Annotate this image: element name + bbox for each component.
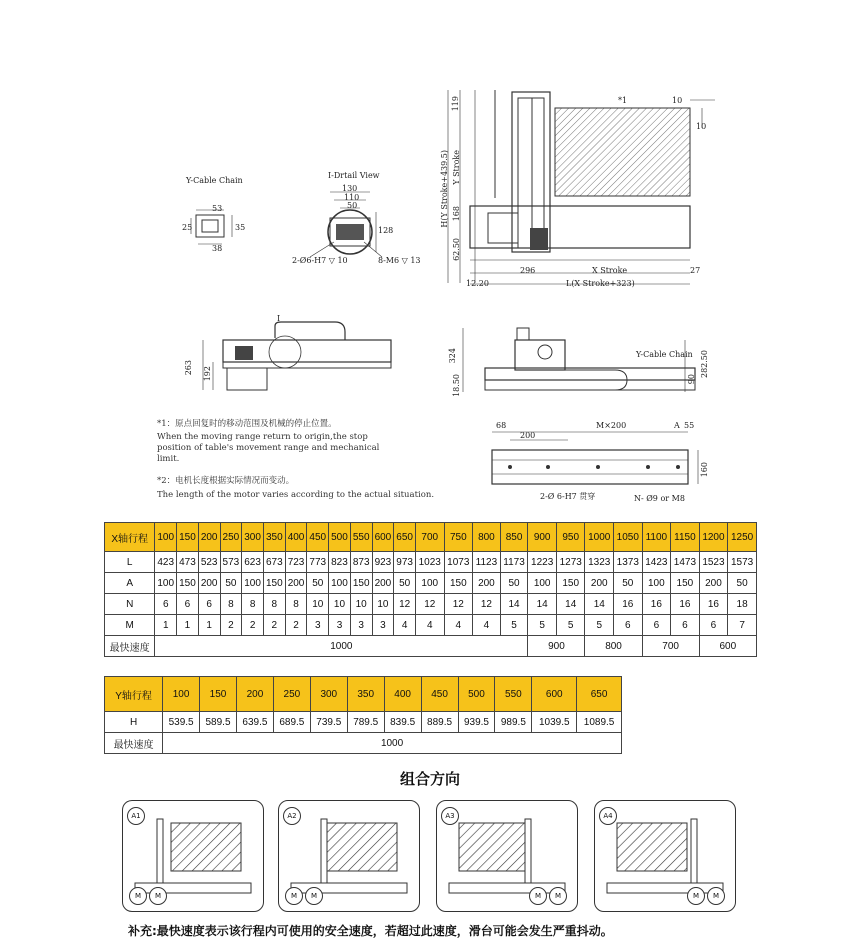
x-value-cell: 923	[372, 552, 394, 573]
x-value-cell: 14	[528, 594, 557, 615]
y-h-label: H	[105, 712, 163, 733]
x-value-cell: 200	[473, 573, 501, 594]
top-m: M×200	[596, 421, 627, 430]
x-value-cell: 150	[671, 573, 700, 594]
y-h-cell: 589.5	[200, 712, 237, 733]
motor-icon: M	[285, 887, 303, 905]
x-value-cell: 6	[699, 615, 728, 636]
x-value-cell: 150	[444, 573, 473, 594]
x-speed-cell: 800	[585, 636, 642, 657]
x-value-cell: 2	[242, 615, 264, 636]
dim-62-50: 62.50	[452, 238, 461, 261]
dim-10-side: 10	[696, 122, 707, 131]
front-18-50: 18.50	[452, 374, 461, 397]
x-value-cell: 4	[444, 615, 473, 636]
x-stroke-cell: 1100	[642, 523, 671, 552]
x-value-cell: 100	[415, 573, 444, 594]
x-value-cell: 50	[500, 573, 528, 594]
x-value-cell: 1	[177, 615, 199, 636]
top-160: 160	[700, 462, 709, 478]
front-324: 324	[448, 348, 457, 364]
y-h-cell: 889.5	[421, 712, 458, 733]
motor-icon: M	[529, 887, 547, 905]
x-value-cell: 1523	[699, 552, 728, 573]
x-value-cell: 150	[556, 573, 585, 594]
x-stroke-cell: 900	[528, 523, 557, 552]
note-1-en-1: When the moving range return to origin,the stop	[157, 432, 368, 442]
dim-12-20: 12.20	[466, 279, 489, 288]
x-table-header-row	[105, 523, 757, 552]
y-stroke-cell: 450	[421, 677, 458, 712]
direction-panel-a3	[436, 800, 578, 912]
dim-110: 110	[344, 193, 360, 202]
x-value-cell: 4	[415, 615, 444, 636]
x-stroke-cell: 700	[415, 523, 444, 552]
hole-label-right: 8-M6 ▽ 13	[378, 256, 421, 265]
x-value-cell: 2	[285, 615, 307, 636]
note-1-cn: *1：原点回复时的移动范围及机械的停止位置。	[157, 419, 337, 429]
y-h-cell: 839.5	[384, 712, 421, 733]
x-value-cell: 873	[350, 552, 372, 573]
y-h-cell: 639.5	[236, 712, 273, 733]
dim-35: 35	[235, 223, 246, 232]
note-2-en: The length of the motor varies according to the actual situation.	[157, 490, 435, 500]
x-value-cell: 1373	[614, 552, 643, 573]
x-value-cell: 4	[394, 615, 416, 636]
x-value-cell: 1323	[585, 552, 614, 573]
x-stroke-cell: 1250	[728, 523, 757, 552]
y-stroke-cell: 150	[200, 677, 237, 712]
x-stroke-label: X Stroke	[592, 266, 628, 275]
x-value-cell: 5	[556, 615, 585, 636]
footer-note: 补充:最快速度表示该行程内可使用的安全速度，若超过此速度，滑台可能会发生严重抖动。	[128, 924, 613, 938]
top-55: 55	[684, 421, 695, 430]
x-value-cell: 1123	[473, 552, 501, 573]
dim-128: 128	[378, 226, 394, 235]
hole-label-left: 2-Ø6-H7 ▽ 10	[292, 256, 348, 265]
x-value-cell: 10	[329, 594, 351, 615]
motor-icon: M	[305, 887, 323, 905]
x-stroke-cell: 650	[394, 523, 416, 552]
x-value-cell: 8	[220, 594, 242, 615]
h-dimension-label: H(Y Stroke+439.5)	[440, 150, 449, 228]
top-68: 68	[496, 421, 507, 430]
x-stroke-cell: 850	[500, 523, 528, 552]
panel-label: A3	[441, 807, 459, 825]
x-value-cell: 50	[394, 573, 416, 594]
x-value-cell: 673	[263, 552, 285, 573]
x-table-row	[105, 594, 757, 615]
x-value-cell: 1173	[500, 552, 528, 573]
x-stroke-cell: 750	[444, 523, 473, 552]
x-value-cell: 5	[585, 615, 614, 636]
x-value-cell: 973	[394, 552, 416, 573]
x-value-cell: 200	[699, 573, 728, 594]
x-value-cell: 7	[728, 615, 757, 636]
x-value-cell: 150	[177, 573, 199, 594]
top-hole-1: 2-Ø 6-H7 贯穿	[540, 492, 596, 501]
x-value-cell: 5	[500, 615, 528, 636]
x-value-cell: 10	[372, 594, 394, 615]
x-value-cell: 200	[198, 573, 220, 594]
dim-296: 296	[520, 266, 536, 275]
dim-27: 27	[690, 266, 701, 275]
dim-119: 119	[451, 96, 460, 112]
x-table-header-label: X轴行程	[105, 523, 155, 552]
y-h-cell: 989.5	[495, 712, 532, 733]
motor-icon: M	[129, 887, 147, 905]
x-stroke-cell: 1050	[614, 523, 643, 552]
x-value-cell: 100	[242, 573, 264, 594]
y-stroke-cell: 350	[347, 677, 384, 712]
x-value-cell: 6	[671, 615, 700, 636]
x-stroke-cell: 450	[307, 523, 329, 552]
x-stroke-cell: 1200	[699, 523, 728, 552]
x-stroke-cell: 800	[473, 523, 501, 552]
x-value-cell: 8	[285, 594, 307, 615]
main-assembly-drawing	[440, 88, 720, 293]
x-value-cell: 1423	[642, 552, 671, 573]
x-value-cell: 8	[242, 594, 264, 615]
y-speed-cell: 1000	[163, 733, 622, 754]
x-value-cell: 12	[415, 594, 444, 615]
front-view-drawing	[455, 320, 705, 400]
x-stroke-table	[104, 522, 757, 657]
x-value-cell: 12	[394, 594, 416, 615]
x-value-cell: 50	[220, 573, 242, 594]
x-value-cell: 200	[372, 573, 394, 594]
x-value-cell: 723	[285, 552, 307, 573]
x-stroke-cell: 200	[198, 523, 220, 552]
y-stroke-cell: 650	[577, 677, 622, 712]
x-value-cell: 14	[585, 594, 614, 615]
x-stroke-cell: 1150	[671, 523, 700, 552]
y-cable-chain-title: Y-Cable Chain	[186, 176, 243, 185]
x-value-cell: 2	[263, 615, 285, 636]
y-stroke-table	[104, 676, 622, 754]
motor-icon: M	[149, 887, 167, 905]
x-speed-label: 最快速度	[105, 636, 155, 657]
x-value-cell: 4	[473, 615, 501, 636]
y-table-header-label: Y轴行程	[105, 677, 163, 712]
dim-192: 192	[203, 366, 212, 382]
x-value-cell: 50	[728, 573, 757, 594]
x-stroke-cell: 400	[285, 523, 307, 552]
side-I-label: I	[277, 314, 281, 323]
x-stroke-cell: 950	[556, 523, 585, 552]
y-stroke-cell: 500	[458, 677, 495, 712]
x-value-cell: 1023	[415, 552, 444, 573]
x-value-cell: 6	[614, 615, 643, 636]
y-h-cell: 689.5	[273, 712, 310, 733]
x-value-cell: 1	[155, 615, 177, 636]
dim-10-top: 10	[672, 96, 683, 105]
direction-panel-a1	[122, 800, 264, 912]
y-speed-row	[105, 733, 622, 754]
dim-130: 130	[342, 184, 358, 193]
y-stroke-cell: 250	[273, 677, 310, 712]
panel-label: A1	[127, 807, 145, 825]
x-row-label: N	[105, 594, 155, 615]
direction-panel-a4	[594, 800, 736, 912]
x-value-cell: 573	[220, 552, 242, 573]
note-1-en-2: position of table's movement range and mechanical	[157, 443, 380, 453]
x-speed-cell: 600	[699, 636, 756, 657]
x-value-cell: 10	[350, 594, 372, 615]
top-hole-2: N- Ø9 or M8	[634, 494, 685, 503]
x-speed-cell: 900	[528, 636, 585, 657]
y-stroke-label: Y Stroke	[452, 150, 461, 185]
x-value-cell: 6	[155, 594, 177, 615]
x-row-label: M	[105, 615, 155, 636]
star1-label: *1	[618, 96, 628, 105]
x-table-row	[105, 552, 757, 573]
x-value-cell: 6	[177, 594, 199, 615]
y-speed-label: 最快速度	[105, 733, 163, 754]
x-value-cell: 150	[263, 573, 285, 594]
x-row-label: A	[105, 573, 155, 594]
y-stroke-cell: 100	[163, 677, 200, 712]
y-h-cell: 1039.5	[532, 712, 577, 733]
x-stroke-cell: 300	[242, 523, 264, 552]
note-1-en-3: limit.	[157, 454, 180, 464]
x-value-cell: 200	[285, 573, 307, 594]
x-speed-cell: 700	[642, 636, 699, 657]
motor-icon: M	[707, 887, 725, 905]
y-stroke-cell: 400	[384, 677, 421, 712]
dim-25: 25	[182, 223, 193, 232]
panel-label: A4	[599, 807, 617, 825]
x-value-cell: 100	[155, 573, 177, 594]
x-value-cell: 3	[307, 615, 329, 636]
x-value-cell: 1473	[671, 552, 700, 573]
detail-view-title: I-Drtail View	[328, 171, 380, 180]
front-cable-label: Y-Cable Chain	[636, 350, 693, 359]
front-282-50: 282.50	[700, 350, 709, 378]
x-stroke-cell: 600	[372, 523, 394, 552]
x-value-cell: 3	[350, 615, 372, 636]
x-value-cell: 1	[198, 615, 220, 636]
x-value-cell: 50	[614, 573, 643, 594]
direction-panel-a2	[278, 800, 420, 912]
x-value-cell: 100	[528, 573, 557, 594]
dim-53: 53	[212, 204, 223, 213]
dim-168: 168	[452, 206, 461, 222]
x-value-cell: 10	[307, 594, 329, 615]
motor-icon: M	[549, 887, 567, 905]
l-dimension-label: L(X Stroke+323)	[566, 279, 635, 288]
x-value-cell: 423	[155, 552, 177, 573]
y-h-cell: 739.5	[310, 712, 347, 733]
x-stroke-cell: 500	[329, 523, 351, 552]
y-stroke-cell: 600	[532, 677, 577, 712]
x-value-cell: 100	[642, 573, 671, 594]
x-value-cell: 150	[350, 573, 372, 594]
x-stroke-cell: 100	[155, 523, 177, 552]
direction-title: 组合方向	[399, 770, 460, 788]
note-2-cn: *2：电机长度根据实际情况而变动。	[157, 476, 295, 486]
x-stroke-cell: 1000	[585, 523, 614, 552]
x-value-cell: 16	[642, 594, 671, 615]
y-h-cell: 1089.5	[577, 712, 622, 733]
x-value-cell: 6	[198, 594, 220, 615]
x-stroke-cell: 550	[350, 523, 372, 552]
x-value-cell: 6	[642, 615, 671, 636]
x-row-label: L	[105, 552, 155, 573]
y-stroke-cell: 300	[310, 677, 347, 712]
front-90: 90	[687, 374, 696, 385]
x-value-cell: 12	[444, 594, 473, 615]
x-value-cell: 623	[242, 552, 264, 573]
x-value-cell: 14	[556, 594, 585, 615]
y-table-header-row	[105, 677, 622, 712]
motor-icon: M	[687, 887, 705, 905]
x-value-cell: 5	[528, 615, 557, 636]
y-stroke-cell: 200	[236, 677, 273, 712]
x-value-cell: 16	[699, 594, 728, 615]
x-value-cell: 1573	[728, 552, 757, 573]
x-value-cell: 16	[671, 594, 700, 615]
x-speed-row	[105, 636, 757, 657]
side-view-drawing	[195, 318, 395, 398]
x-value-cell: 50	[307, 573, 329, 594]
dim-38: 38	[212, 244, 223, 253]
x-value-cell: 8	[263, 594, 285, 615]
x-value-cell: 2	[220, 615, 242, 636]
x-stroke-cell: 150	[177, 523, 199, 552]
x-table-row	[105, 573, 757, 594]
y-stroke-cell: 550	[495, 677, 532, 712]
x-table-row	[105, 615, 757, 636]
x-value-cell: 3	[372, 615, 394, 636]
x-value-cell: 14	[500, 594, 528, 615]
x-value-cell: 100	[329, 573, 351, 594]
x-value-cell: 823	[329, 552, 351, 573]
y-h-cell: 539.5	[163, 712, 200, 733]
x-stroke-cell: 250	[220, 523, 242, 552]
x-value-cell: 773	[307, 552, 329, 573]
x-value-cell: 3	[329, 615, 351, 636]
top-200: 200	[520, 431, 536, 440]
x-value-cell: 18	[728, 594, 757, 615]
x-value-cell: 473	[177, 552, 199, 573]
x-value-cell: 16	[614, 594, 643, 615]
dim-50: 50	[347, 201, 358, 210]
x-value-cell: 1273	[556, 552, 585, 573]
y-h-row	[105, 712, 622, 733]
x-value-cell: 1223	[528, 552, 557, 573]
x-stroke-cell: 350	[263, 523, 285, 552]
dim-263: 263	[184, 360, 193, 376]
x-value-cell: 1073	[444, 552, 473, 573]
y-h-cell: 789.5	[347, 712, 384, 733]
panel-label: A2	[283, 807, 301, 825]
top-a: A	[674, 421, 680, 430]
x-value-cell: 523	[198, 552, 220, 573]
x-value-cell: 12	[473, 594, 501, 615]
x-speed-cell: 1000	[155, 636, 528, 657]
y-h-cell: 939.5	[458, 712, 495, 733]
x-value-cell: 200	[585, 573, 614, 594]
